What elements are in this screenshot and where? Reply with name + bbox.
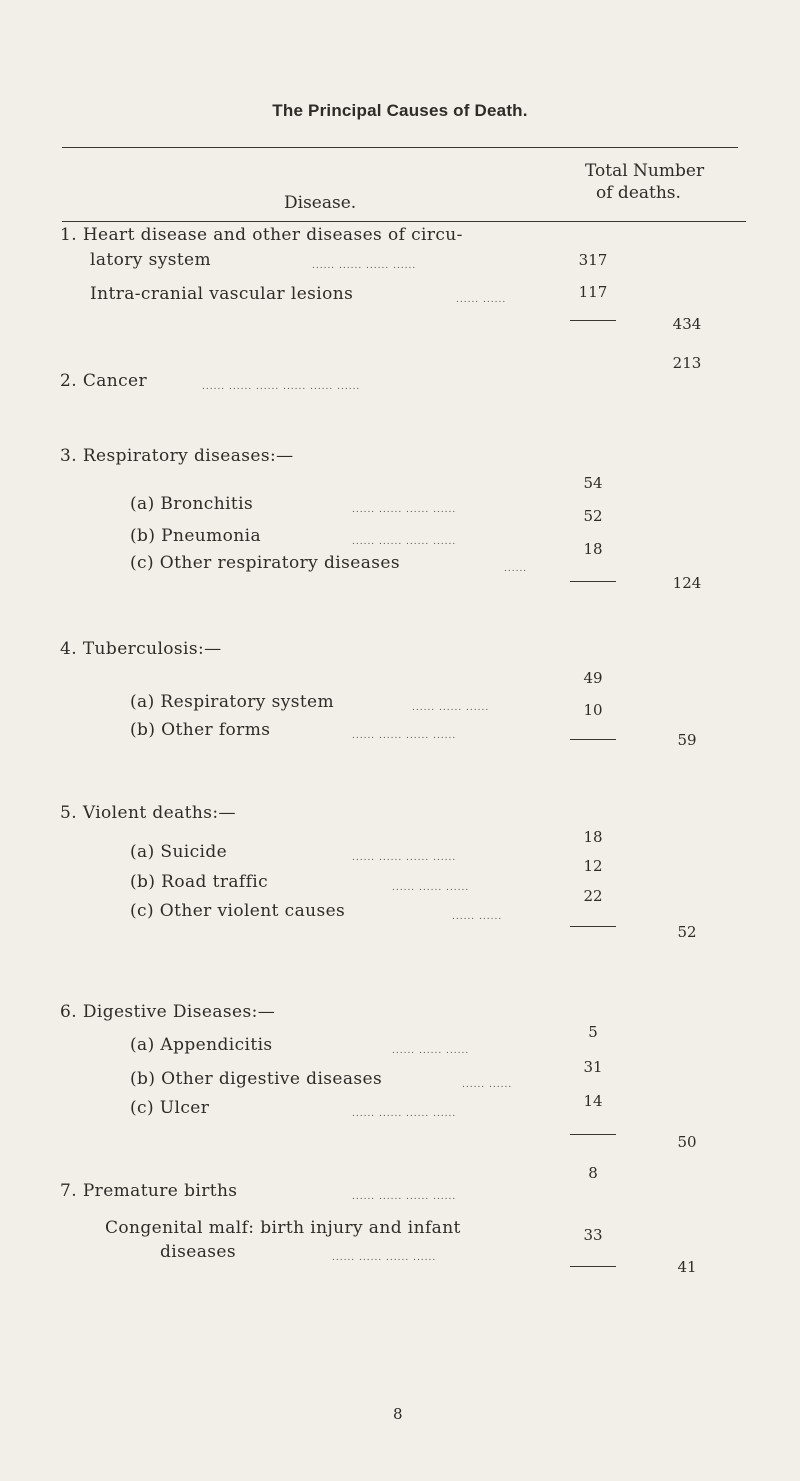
row-count: 52	[583, 507, 603, 525]
group-total: 52	[677, 923, 697, 941]
row-label: (b) Other forms	[130, 720, 271, 740]
row-count: 117	[578, 283, 608, 301]
disease-header: Disease.	[284, 193, 357, 213]
group-total: 50	[677, 1133, 697, 1151]
leader-dots: ...... ...... ...... ......	[352, 731, 457, 741]
row-label: (b) Road traffic	[130, 872, 269, 892]
row-count: 18	[583, 540, 603, 558]
row-label: 4. Tuberculosis:—	[60, 639, 222, 659]
row-label: latory system	[90, 250, 212, 270]
leader-dots: ...... ...... ......	[392, 1046, 470, 1056]
row-count: 317	[578, 251, 608, 269]
group-total: 41	[677, 1258, 697, 1276]
row-label: 2. Cancer	[60, 371, 148, 391]
leader-dots: ...... ...... ...... ......	[332, 1253, 437, 1263]
row-count: 54	[583, 474, 603, 492]
subtotal-rule	[570, 1266, 616, 1267]
row-label: (a) Bronchitis	[130, 494, 254, 514]
row-count: 22	[583, 887, 603, 905]
leader-dots: ......	[504, 564, 528, 574]
group-total: 213	[672, 354, 702, 372]
row-count: 12	[583, 857, 603, 875]
leader-dots: ...... ...... ......	[392, 883, 470, 893]
total-header-line1: Total Number	[585, 161, 705, 181]
group-total: 124	[672, 574, 702, 592]
row-label: Intra-cranial vascular lesions	[90, 284, 354, 304]
row-label: (c) Other violent causes	[130, 901, 346, 921]
row-count: 33	[583, 1226, 603, 1244]
row-label: diseases	[160, 1242, 236, 1262]
row-label: (a) Suicide	[130, 842, 228, 862]
leader-dots: ...... ...... ......	[412, 703, 490, 713]
row-count: 14	[583, 1092, 603, 1110]
page-title: The Principal Causes of Death.	[272, 101, 528, 120]
row-label: 3. Respiratory diseases:—	[60, 446, 294, 466]
row-count: 5	[588, 1023, 598, 1041]
row-count: 10	[583, 701, 603, 719]
subtotal-rule	[570, 581, 616, 582]
header-bottom-rule	[62, 221, 746, 222]
row-count: 18	[583, 828, 603, 846]
subtotal-rule	[570, 739, 616, 740]
page-number: 8	[393, 1405, 403, 1423]
row-label: 6. Digestive Diseases:—	[60, 1002, 276, 1022]
row-label: 1. Heart disease and other diseases of circu-	[60, 225, 463, 245]
leader-dots: ...... ...... ...... ......	[352, 1109, 457, 1119]
row-label: 5. Violent deaths:—	[60, 803, 236, 823]
row-label: (c) Ulcer	[130, 1098, 210, 1118]
row-count: 8	[588, 1164, 598, 1182]
row-label: (a) Appendicitis	[130, 1035, 273, 1055]
subtotal-rule	[570, 1134, 616, 1135]
leader-dots: ...... ......	[462, 1080, 513, 1090]
row-label: (a) Respiratory system	[130, 692, 335, 712]
subtotal-rule	[570, 926, 616, 927]
row-label: (c) Other respiratory diseases	[130, 553, 400, 573]
row-label: (b) Other digestive diseases	[130, 1069, 383, 1089]
row-count: 49	[583, 669, 603, 687]
row-label: Congenital malf: birth injury and infant	[105, 1218, 461, 1238]
total-header-line2: of deaths.	[596, 183, 681, 203]
leader-dots: ...... ...... ...... ......	[352, 505, 457, 515]
row-count: 31	[583, 1058, 603, 1076]
leader-dots: ...... ...... ...... ......	[352, 853, 457, 863]
leader-dots: ...... ...... ...... ......	[312, 261, 417, 271]
leader-dots: ...... ...... ...... ...... ...... ......	[202, 382, 361, 392]
row-label: 7. Premature births	[60, 1181, 238, 1201]
leader-dots: ...... ...... ...... ......	[352, 537, 457, 547]
leader-dots: ...... ...... ...... ......	[352, 1192, 457, 1202]
header-top-rule	[62, 147, 738, 148]
group-total: 434	[672, 315, 702, 333]
row-label: (b) Pneumonia	[130, 526, 262, 546]
group-total: 59	[677, 731, 697, 749]
subtotal-rule	[570, 320, 616, 321]
leader-dots: ...... ......	[452, 912, 503, 922]
leader-dots: ...... ......	[456, 295, 507, 305]
